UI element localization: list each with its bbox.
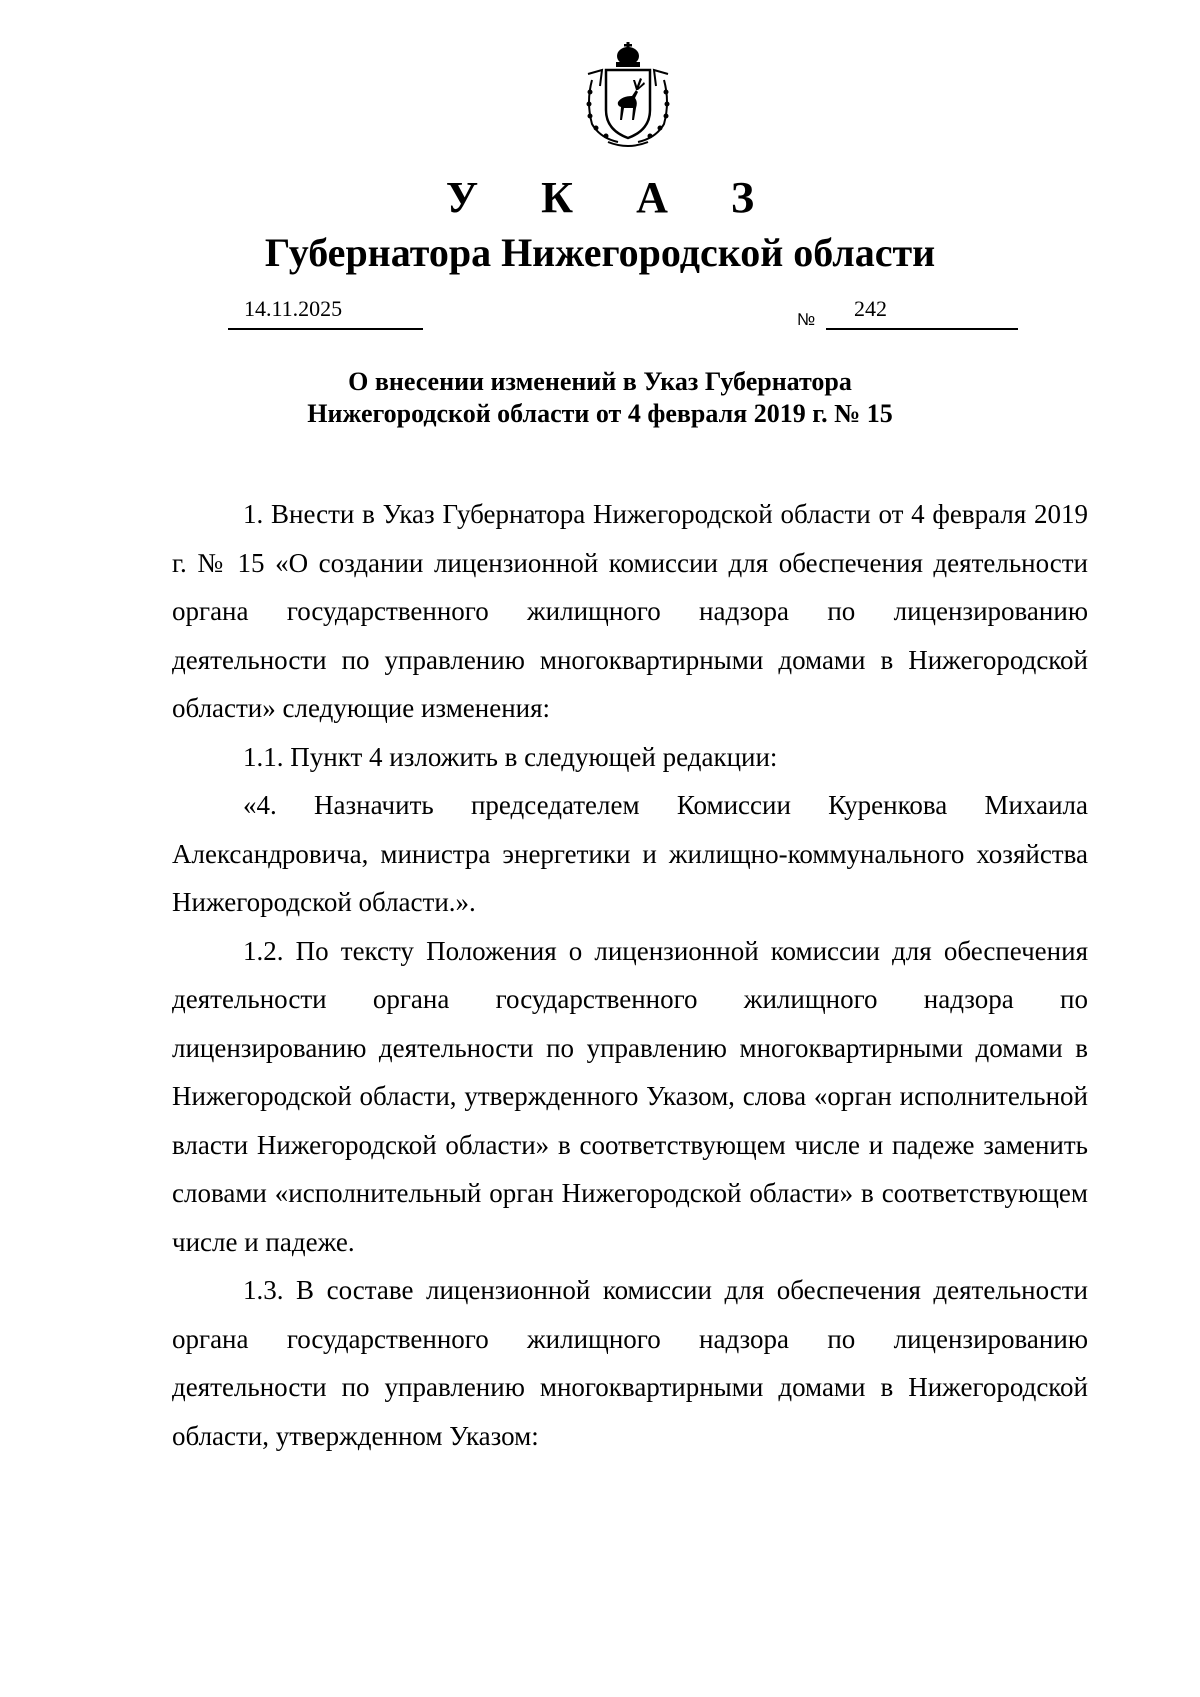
date-field: [228, 296, 423, 330]
paragraph-1-1: 1.1. Пункт 4 изложить в следующей редакции:: [243, 741, 778, 772]
paragraph-1: 1. Внести в Указ Губернатора Нижегородской области от 4 февраля 2019 г. № 15 «О создании лицензионной комиссии для обеспечения деятельности органа государственного жилищного надзора по лицензированию деятельности по управлению многоквартирными домами в Нижегородской области» следующие изменения:: [172, 499, 1088, 723]
subject-line-2: Нижегородской области от 4 февраля 2019 г. № 15: [307, 399, 893, 428]
number-value: 242: [854, 296, 887, 321]
date-value: 14.11.2025: [244, 296, 343, 321]
subject-line-1: О внесении изменений в Указ Губернатора: [348, 367, 852, 396]
document-subject: [0, 366, 1200, 430]
issuer-title: Губернатора Нижегородской области: [264, 230, 936, 275]
paragraph-1-2: 1.2. По тексту Положения о лицензионной комиссии для обеспечения деятельности органа государственного жилищного надзора по лицензированию деятельности по управлению многоквартирными домами в Нижегородской области, утвержденного Указом, слова «орган исполнительной власти Нижегородской области» в соответствующем числе и падеже заменить словами «исполнительный орган Нижегородской области» в соответствующем числе и падеже.: [172, 935, 1088, 1257]
number-label: №: [797, 310, 816, 329]
document-body: [172, 490, 1088, 1460]
number-field: [826, 296, 1018, 330]
nizhny-novgorod-coat-of-arms-icon: [578, 40, 678, 150]
paragraph-quote-4: «4. Назначить председателем Комиссии Куренкова Михаила Александровича, министра энергетики и жилищно-коммунального хозяйства Нижегородской области.».: [172, 790, 1088, 917]
paragraph-1-3: 1.3. В составе лицензионной комиссии для обеспечения деятельности органа государственного жилищного надзора по лицензированию деятельности по управлению многоквартирными домами в Нижегородской области, утвержденном Указом:: [172, 1275, 1088, 1451]
decree-title: У К А З: [445, 173, 781, 222]
